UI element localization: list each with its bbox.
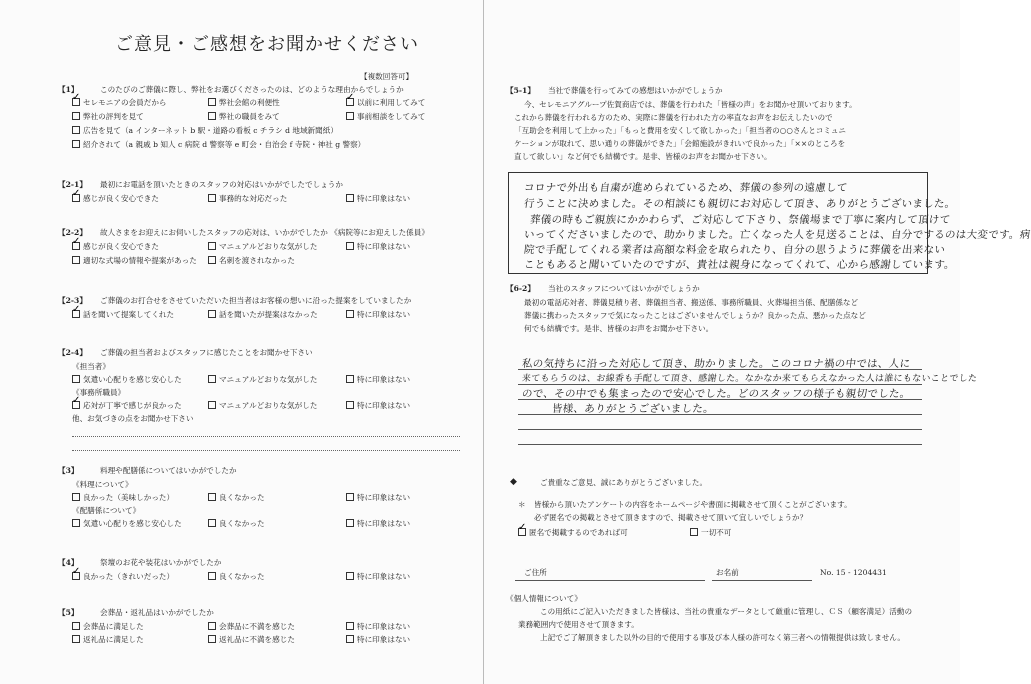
q5-opt-4[interactable]: 返礼品に満足した xyxy=(72,635,144,645)
q51-body-5: 直して欲しい」など何でも結構です。是非、皆様のお声をお聞かせ下さい。 xyxy=(514,152,772,161)
checkbox-icon[interactable] xyxy=(72,635,80,643)
q24-group1-label: 《担当者》 xyxy=(72,362,110,371)
q3-g1-opt-2[interactable]: 良くなかった xyxy=(208,493,265,503)
q52-question: 当社のスタッフについてはいかがでしょうか xyxy=(548,284,700,293)
q4-number: 【4】 xyxy=(58,558,79,567)
handwritten-line: いってくださいましたので、助かりました。亡くなった人を見送ることは、自分でするのは大変です。病 xyxy=(523,229,1031,241)
q23-opt-1[interactable]: ✓話を聞いて提案してくれた xyxy=(72,310,174,320)
q3-g1-opt-3[interactable]: 特に印象はない xyxy=(346,493,410,503)
form-number: No. 15 - 1204431 xyxy=(820,568,887,577)
q51-body-3: 「互助会を利用して上かった」「もっと費用を安くして欲しかった」「担当者の○○さんとコミュニ xyxy=(514,126,847,135)
handwritten-line: 来てもらうのは、お線香も手配して頂き、感謝した。なかなか来てもらえなかった人は誰にもないことでした xyxy=(521,374,978,384)
privacy-line-2: 業務範囲内で使用させて頂きます。 xyxy=(518,620,639,629)
q4-question: 祭壇のお花や装花はいかがでしたか xyxy=(100,558,222,567)
answer-line xyxy=(72,450,460,451)
q3-group2-label: 《配膳係について》 xyxy=(72,506,141,515)
checkbox-icon[interactable] xyxy=(72,493,80,501)
multi-answer-note: 【複数回答可】 xyxy=(360,72,414,81)
q1-opt-4[interactable]: 弊社の評判を見て xyxy=(72,112,144,122)
checked-checkbox-icon[interactable] xyxy=(72,98,80,106)
q52-body-2: 葬儀に携わったスタッフで気になったことはございませんでしょうか？良かった点、悪かった点など xyxy=(524,311,866,320)
answer-line xyxy=(518,384,922,385)
answer-line xyxy=(518,414,922,415)
answer-line xyxy=(518,444,922,445)
q22-opt-1[interactable]: ✓感じが良く安心できた xyxy=(72,242,159,252)
q1-opt-3[interactable]: ✓ 以前に利用してみて xyxy=(346,98,425,108)
q1-opt-2[interactable]: 弊社会館の利便性 xyxy=(208,98,280,108)
publish-question-2: 必ず匿名での掲載とさせて頂きますので、掲載させて頂いて宜しいでしょうか？ xyxy=(534,513,808,522)
q51-number: 【5-1】 xyxy=(506,86,535,95)
checkbox-icon[interactable] xyxy=(208,572,216,580)
q24-other-label: 他、お気づきの点をお聞かせ下さい xyxy=(72,414,194,423)
checkbox-icon[interactable] xyxy=(208,493,216,501)
handwritten-line: 行うことに決めました。その相談にも親切にお対応して頂き、ありがとうございました。 xyxy=(523,198,957,210)
asterisk-icon: ＊ xyxy=(518,500,526,509)
q4-opt-3[interactable]: 特に印象はない xyxy=(346,572,410,582)
q23-opt-3[interactable]: 特に印象はない xyxy=(346,310,410,320)
checkbox-icon[interactable] xyxy=(346,401,354,409)
q5-opt-5[interactable]: 返礼品に不満を感じた xyxy=(208,635,295,645)
checkbox-icon[interactable] xyxy=(346,112,354,120)
checked-checkbox-icon[interactable] xyxy=(72,310,80,318)
checkbox-icon[interactable] xyxy=(346,310,354,318)
publish-opt-anonymous[interactable]: ✓匿名で掲載するのであれば可 xyxy=(518,528,628,538)
q23-opt-2[interactable]: 話を聞いたが提案はなかった xyxy=(208,310,318,320)
q1-opt-7[interactable]: 広告を見て（a インターネット b 駅・道路の看板 c チラシ d 地域新聞紙） xyxy=(72,126,338,136)
checkbox-icon[interactable] xyxy=(690,528,698,536)
checkbox-icon[interactable] xyxy=(72,140,80,148)
handwritten-line: 皆様、ありがとうございました。 xyxy=(551,403,715,415)
checkbox-icon[interactable] xyxy=(72,519,80,527)
q51-question: 当社で葬儀を行ってみての感想はいかがでしょうか xyxy=(548,86,723,95)
q24-g1-opt-3[interactable]: 特に印象はない xyxy=(346,375,410,385)
q24-number: 【2-4】 xyxy=(58,348,87,357)
q21-opt-2[interactable]: 事務的な対応だった xyxy=(208,194,287,204)
q4-opt-1[interactable]: ✓良かった（きれいだった） xyxy=(72,572,174,582)
publish-question: 皆様から頂いたアンケートの内容をホームページや書面に掲載させて頂くことがございます。 xyxy=(534,500,852,509)
checkbox-icon[interactable] xyxy=(72,126,80,134)
q22-opt-3[interactable]: 特に印象はない xyxy=(346,242,410,252)
q5-opt-1[interactable]: 会葬品に満足した xyxy=(72,622,144,632)
q1-opt-6[interactable]: 事前相談をしてみて xyxy=(346,112,425,122)
name-label: お名前 xyxy=(716,568,739,577)
checked-checkbox-icon[interactable] xyxy=(72,572,80,580)
answer-line xyxy=(72,436,460,437)
q22-opt-4[interactable]: 適切な式場の情報や提案があった xyxy=(72,256,197,266)
q21-opt-3[interactable]: 特に印象はない xyxy=(346,194,410,204)
checkbox-icon[interactable] xyxy=(72,375,80,383)
checkbox-icon[interactable] xyxy=(208,256,216,264)
q1-opt-5[interactable]: 弊社の職員をみて xyxy=(208,112,280,122)
q24-g1-opt-2[interactable]: マニュアルどおりな気がした xyxy=(208,375,317,385)
q5-question: 会葬品・返礼品はいかがでしたか xyxy=(100,608,214,617)
q3-number: 【3】 xyxy=(58,466,79,475)
checkbox-icon[interactable] xyxy=(208,112,216,120)
diamond-icon: ◆ xyxy=(510,477,517,487)
checkbox-icon[interactable] xyxy=(346,493,354,501)
checked-checkbox-icon[interactable] xyxy=(72,242,80,250)
q23-number: 【2-3】 xyxy=(58,296,87,305)
q1-question: このたびのご葬儀に際し、弊社をお選びくださったのは、どのような理由からでしょうか xyxy=(100,85,404,94)
q5-opt-3[interactable]: 特に印象はない xyxy=(346,622,410,632)
checked-checkbox-icon[interactable] xyxy=(346,98,354,106)
checkbox-icon[interactable] xyxy=(72,256,80,264)
handwritten-line: 葬儀の時もご親族にかかわらず、ご対応して下さり、祭儀場まで丁寧に案内して頂けて xyxy=(529,214,951,226)
q5-opt-2[interactable]: 会葬品に不満を感じた xyxy=(208,622,295,632)
q3-question: 料理や配膳係についてはいかがでしたか xyxy=(100,466,237,475)
q24-g2-opt-3[interactable]: 特に印象はない xyxy=(346,401,410,411)
checkbox-icon[interactable] xyxy=(208,242,216,250)
checkbox-icon[interactable] xyxy=(346,519,354,527)
q51-body-2: これから葬儀を行われる方のため、実際に葬儀を行われた方の率直なお声をお伝えしたいので xyxy=(514,113,833,122)
q3-g1-opt-1[interactable]: 良かった（美味しかった） xyxy=(72,493,174,503)
q22-opt-2[interactable]: マニュアルどおりな気がした xyxy=(208,242,317,252)
checkbox-icon[interactable] xyxy=(208,622,216,630)
checkbox-icon[interactable] xyxy=(346,242,354,250)
checked-checkbox-icon[interactable] xyxy=(72,194,80,202)
q52-body-3: 何でも結構です。是非、皆様のお声をお聞かせ下さい。 xyxy=(524,324,714,333)
answer-line xyxy=(518,369,922,370)
publish-opt-refuse[interactable]: 一切不可 xyxy=(690,528,731,538)
q21-number: 【2-1】 xyxy=(58,180,87,189)
handwritten-line: 院で手配してくれる業者は高額な料金を取られたり、自分の思うように葬儀を出来ない xyxy=(523,244,946,256)
checkbox-icon[interactable] xyxy=(72,112,80,120)
handwritten-line: コロナで外出も自粛が進められているため、葬儀の参列の遠慮して xyxy=(523,182,849,194)
q51-body-4: ケーションが取れて、思い通りの葬儀ができた」「会館施設がきれいで良かった」「××のところを xyxy=(514,139,846,148)
q5-number: 【5】 xyxy=(58,608,79,617)
checkbox-icon[interactable] xyxy=(346,635,354,643)
q1-opt-8[interactable]: 紹介されて（a 親戚 b 知人 c 病院 d 警察等 e 町会・自治会 f 寺院・神社 g 警察） xyxy=(72,140,365,150)
answer-line xyxy=(518,399,922,400)
checkbox-icon[interactable] xyxy=(346,572,354,580)
handwritten-line: こともあると聞いていたのですが、貴社は親身になってくれて、心から感謝しています。 xyxy=(523,259,956,271)
address-line[interactable] xyxy=(515,580,705,581)
checkbox-icon[interactable] xyxy=(208,310,216,318)
privacy-line-1: この用紙にご記入いただきました皆様は、当社の貴重なデータとして厳重に管理し、ＣＳ（顧客満足）活動の xyxy=(540,607,913,616)
q24-g2-opt-1[interactable]: ✓応対が丁寧で感じが良かった xyxy=(72,401,182,411)
checkbox-icon[interactable] xyxy=(208,401,216,409)
q24-g1-opt-1[interactable]: 気遣い心配りを感じ安心した xyxy=(72,375,182,385)
address-label: ご住所 xyxy=(524,568,547,577)
answer-line xyxy=(518,429,922,430)
checkbox-icon[interactable] xyxy=(346,194,354,202)
handwritten-line: 私の気持ちに沿った対応して頂き、助かりました。このコロナ禍の中では、人に xyxy=(521,358,911,370)
q3-g2-opt-1[interactable]: 気遣い心配りを感じ安心した xyxy=(72,519,182,529)
checkbox-icon[interactable] xyxy=(346,375,354,383)
q22-number: 【2-2】 xyxy=(58,228,87,237)
q52-body-1: 最初の電話応対者、葬儀見積り者、葬儀担当者、搬送係、事務所職員、火葬場担当係、配膳係など xyxy=(524,298,859,307)
q52-number: 【6-2】 xyxy=(506,284,535,293)
q24-question: ご葬儀の担当者およびスタッフに感じたことをお聞かせ下さい xyxy=(100,348,313,357)
q5-opt-6[interactable]: 特に印象はない xyxy=(346,635,410,645)
q1-opt-1[interactable]: ✓セレモニアの会員だから xyxy=(72,98,167,108)
checkbox-icon[interactable] xyxy=(208,519,216,527)
q3-group1-label: 《料理について》 xyxy=(72,480,133,489)
q22-opt-5[interactable]: 名刺を渡されなかった xyxy=(208,256,295,266)
checkbox-icon[interactable] xyxy=(208,375,216,383)
q4-opt-2[interactable]: 良くなかった xyxy=(208,572,265,582)
q22-question: 故人さまをお迎えにお伺いしたスタッフの応対は、いかがでしたか 《病院等にお迎えした係員》 xyxy=(100,228,429,237)
checkbox-icon[interactable] xyxy=(208,98,216,106)
q24-group2-label: 《事務所職員》 xyxy=(72,388,126,397)
q51-body-1: 今、セレモニアグループ佐賀商店では、葬儀を行われた「皆様の声」をお聞かせ頂いております。 xyxy=(524,100,857,109)
q3-g2-opt-2[interactable]: 良くなかった xyxy=(208,519,265,529)
q23-question: ご葬儀のお打合せをさせていただいた担当者はお客様の想いに沿った提案をしていましたか xyxy=(100,296,412,305)
thanks-text: ご貴重なご意見、誠にありがとうございました。 xyxy=(540,478,708,487)
checkbox-icon[interactable] xyxy=(72,622,80,630)
q21-question: 最初にお電話を頂いたときのスタッフの対応はいかがでしたでしょうか xyxy=(100,180,343,189)
privacy-title: 《個人情報について》 xyxy=(506,594,582,603)
fold-line xyxy=(483,0,484,684)
page-title: ご意見・ご感想をお聞かせください xyxy=(115,34,419,55)
privacy-line-3: 上記でご了解頂きました以外の目的で使用する事及び本人様の許可なく第三者への情報提供は致しません。 xyxy=(540,633,905,642)
checked-checkbox-icon[interactable] xyxy=(518,528,526,536)
checked-checkbox-icon[interactable] xyxy=(72,401,80,409)
handwritten-line: ので、その中でも集まったので安心でした。どのスタッフの様子も親切でした。 xyxy=(521,388,912,400)
q3-g2-opt-3[interactable]: 特に印象はない xyxy=(346,519,410,529)
checkbox-icon[interactable] xyxy=(208,635,216,643)
q1-number: 【1】 xyxy=(58,85,79,94)
q21-opt-1[interactable]: ✓感じが良く安心できた xyxy=(72,194,159,204)
q24-g2-opt-2[interactable]: マニュアルどおりな気がした xyxy=(208,401,317,411)
name-line[interactable] xyxy=(712,580,812,581)
checkbox-icon[interactable] xyxy=(208,194,216,202)
checkbox-icon[interactable] xyxy=(346,622,354,630)
